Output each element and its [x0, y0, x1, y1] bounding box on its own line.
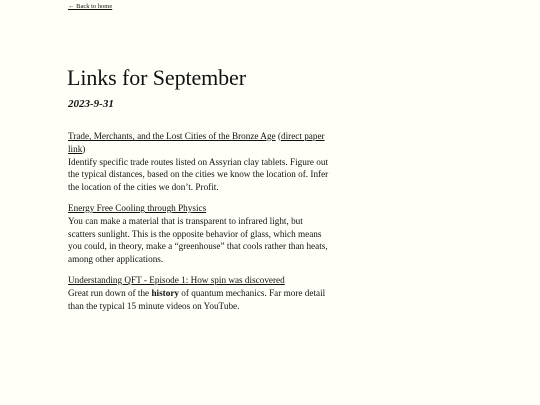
entry-description: You can make a material that is transparent to infrared light, but scatters sunlight. This is the opposite behavior of glass, which means you could, in theory, make a “greenhouse” that cools rather than heats, among other applications. — [68, 215, 328, 265]
paper-link-close-paren: ) — [82, 143, 86, 154]
emphasized-history: history — [151, 287, 179, 298]
paper-link-open-paren: ( — [275, 131, 281, 141]
entry-description: Identify specific trade routes listed on Assyrian clay tablets. Figure out the typical distances, based on the cities we know the location of. Infer the location of the cities we don’t. Profit. — [68, 156, 329, 193]
back-to-home-link[interactable]: ← Back to home — [68, 3, 113, 10]
link-list — [68, 130, 330, 320]
list-item — [68, 274, 330, 312]
entry-link-energy-free-cooling[interactable]: Energy Free Cooling through Physics — [68, 202, 207, 213]
description-text: of quantum mechanics. Far more detail than the typical 15 minute videos on YouTube. — [68, 287, 326, 311]
list-item — [68, 202, 330, 266]
description-text: Great run down of the — [68, 287, 152, 298]
list-item — [68, 130, 330, 194]
direct-paper-link[interactable]: direct paper link — [68, 131, 325, 154]
post-date: 2023-9-31 — [68, 98, 114, 110]
entry-link-understanding-qft[interactable]: Understanding QFT - Episode 1: How spin was discovered — [68, 274, 285, 285]
entry-description — [68, 287, 330, 313]
entry-link-bronze-age[interactable]: Trade, Merchants, and the Lost Cities of the Bronze Age — [68, 131, 276, 141]
page-title: Links for September — [67, 65, 246, 90]
